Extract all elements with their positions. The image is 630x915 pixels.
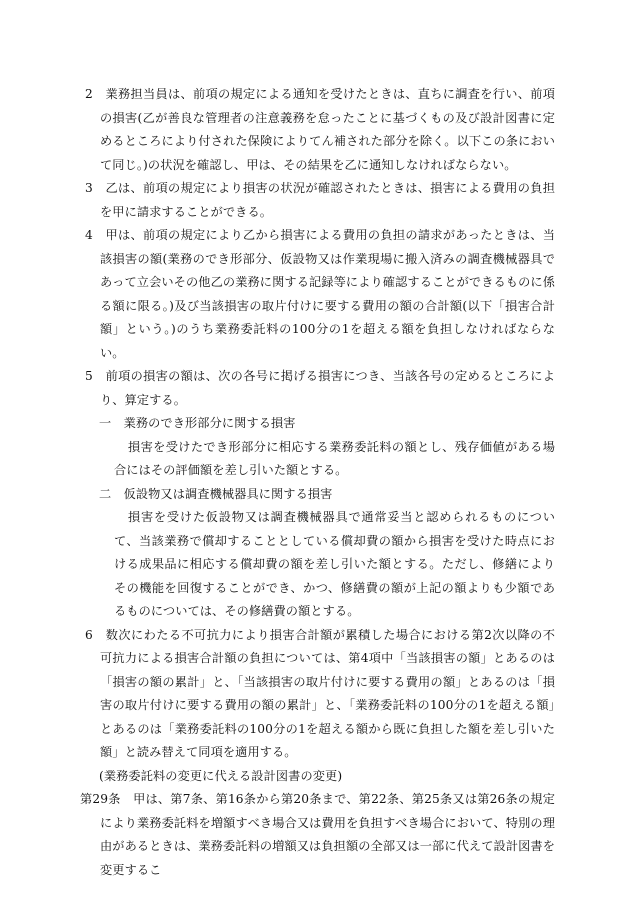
paragraph-4: 4 甲は、前項の規定により乙から損害による費用の負担の請求があったときは、当該損害の額(業務のでき形部分、仮設物又は作業現場に搬入済みの調査機械器具であって立会いその他乙の業務に関する記録等により確認することができるものに係る額に限る。)及び当該損害の取片付けに要する費用の額の合計額(以下「損害合計額」という。)のうち業務委託料の100分の1を超える額を負担しなければならない。 [85,228,555,360]
paragraph-3: 3 乙は、前項の規定により損害の状況が確認されたときは、損害による費用の負担を甲に請求することができる。 [85,181,555,219]
item-2-heading: 二 仮設物又は調査機械器具に関する損害 [99,486,333,501]
paragraph-6: 6 数次にわたる不可抗力により損害合計額が累積した場合における第2次以降の不可抗力による損害合計額の負担については、第4項中「当該損害の額」とあるのは「損害の額の累計」と、「当該損害の取片付けに要する費用の額」とあるのは「損害の取片付けに要する費用の額の累計」と、「業務委託料の100分の1を超える額」とあるのは「業務委託料の100分の1を超える額から既に負担した額を差し引いた額」と読み替えて同項を適用する。 [85,627,555,759]
article-caption: (業務委託料の変更に代える設計図書の変更) [99,768,343,783]
paragraph-5: 5 前項の損害の額は、次の各号に掲げる損害につき、当該各号の定めるところにより、算定する。 [85,369,555,407]
item-1-heading: 一 業務のでき形部分に関する損害 [99,416,296,430]
item-2-body: 損害を受けた仮設物又は調査機械器具で通常妥当と認められるものについて、当該業務で償却することとしている償却費の額から損害を受けた時点における成果品に相応する償却費の額を差し引いた額とする。ただし、修繕によりその機能を回復することができ、かつ、修繕費の額が上記の額よりも少額であるものについては、その修繕費の額とする。 [114,510,555,618]
paragraph-2: 2 業務担当員は、前項の規定による通知を受けたときは、直ちに調査を行い、前項の損害(乙が善良な管理者の注意義務を怠ったことに基づくもの及び設計図書に定めるところにより付された保険によりてん補された部分を除く。以下この条において同じ。)の状況を確認し、甲は、その結果を乙に通知しなければならない。 [85,87,555,172]
article-29: 第29条 甲は、第7条、第16条から第20条まで、第22条、第25条又は第26条の規定により業務委託料を増額すべき場合又は費用を負担すべき場合において、特別の理由があるときは、業務委託料の増額又は負担額の全部又は一部に代えて設計図書を変更するこ [80,792,555,877]
item-1-body: 損害を受けたでき形部分に相応する業務委託料の額とし、残存価値がある場合にはその評価額を差し引いた額とする。 [114,439,555,477]
document-body [80,83,555,882]
